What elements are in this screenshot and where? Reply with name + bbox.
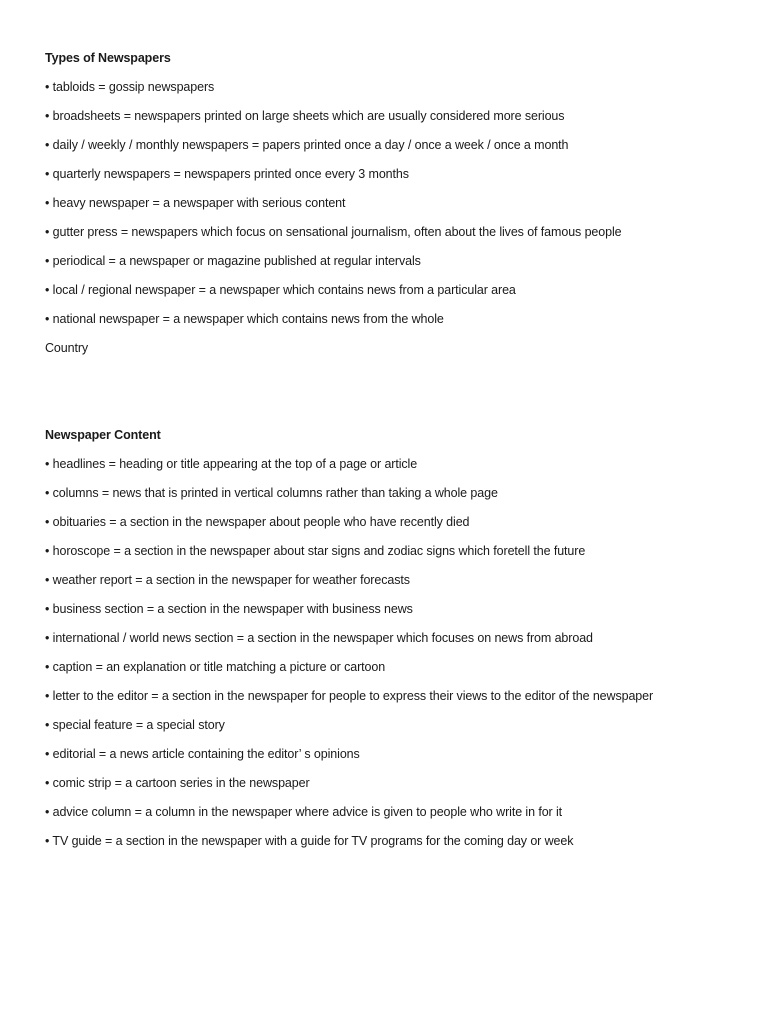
- list-item: • editorial = a news article containing the editor’ s opinions: [45, 747, 360, 761]
- list-item: • letter to the editor = a section in the newspaper for people to express their views to the editor of the newspaper: [45, 689, 654, 703]
- section-title-content: Newspaper Content: [45, 428, 161, 442]
- list-item: • advice column = a column in the newspaper where advice is given to people who write in for it: [45, 805, 563, 819]
- list-item: • business section = a section in the newspaper with business news: [45, 602, 413, 616]
- list-item: • comic strip = a cartoon series in the newspaper: [45, 776, 310, 790]
- section-title-types: Types of Newspapers: [45, 51, 171, 65]
- list-item: • obituaries = a section in the newspaper about people who have recently died: [45, 515, 470, 529]
- list-item: • national newspaper = a newspaper which contains news from the whole: [45, 312, 444, 326]
- list-item: • quarterly newspapers = newspapers printed once every 3 months: [45, 167, 409, 181]
- list-item: • international / world news section = a section in the newspaper which focuses on news from abroad: [45, 631, 593, 645]
- list-item: • tabloids = gossip newspapers: [45, 80, 215, 94]
- list-item: • daily / weekly / monthly newspapers = papers printed once a day / once a week / once a month: [45, 138, 569, 152]
- list-item: • columns = news that is printed in vertical columns rather than taking a whole page: [45, 486, 498, 500]
- document-page: [45, 44, 745, 856]
- list-item-continuation: Country: [45, 341, 89, 355]
- list-item: • TV guide = a section in the newspaper with a guide for TV programs for the coming day or week: [45, 834, 574, 848]
- list-item: • periodical = a newspaper or magazine published at regular intervals: [45, 254, 421, 268]
- list-item: • heavy newspaper = a newspaper with serious content: [45, 196, 346, 210]
- list-item: • special feature = a special story: [45, 718, 225, 732]
- list-item: • gutter press = newspapers which focus on sensational journalism, often about the lives of famous people: [45, 225, 622, 239]
- list-item: • caption = an explanation or title matching a picture or cartoon: [45, 660, 386, 674]
- list-item: • local / regional newspaper = a newspaper which contains news from a particular area: [45, 283, 516, 297]
- list-item: • weather report = a section in the newspaper for weather forecasts: [45, 573, 410, 587]
- section-spacer: [45, 363, 745, 421]
- list-item: • horoscope = a section in the newspaper about star signs and zodiac signs which foretell the future: [45, 544, 586, 558]
- list-item: • broadsheets = newspapers printed on large sheets which are usually considered more serious: [45, 109, 565, 123]
- list-item: • headlines = heading or title appearing at the top of a page or article: [45, 457, 418, 471]
